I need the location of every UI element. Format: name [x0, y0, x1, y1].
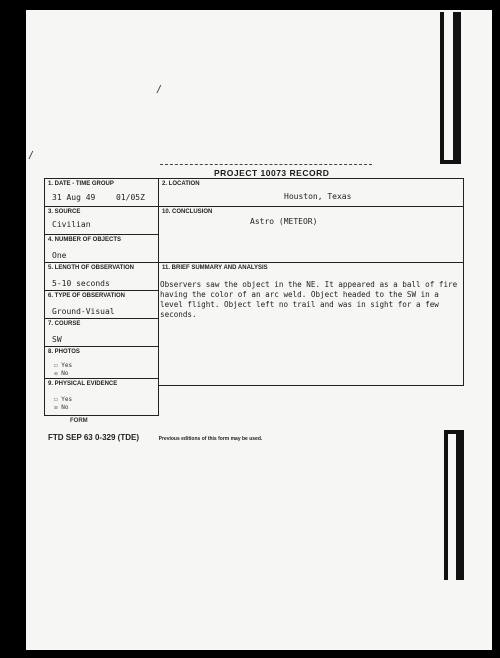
row-divider — [44, 206, 464, 207]
evidence-yes-checkbox: ☐ Yes — [54, 396, 73, 403]
location-label: 2. LOCATION — [162, 181, 200, 187]
course-value: SW — [52, 335, 62, 344]
date-time-label: 1. DATE - TIME GROUP — [48, 181, 114, 187]
date-value: 31 Aug 49 — [52, 193, 96, 202]
number-of-objects-value: One — [52, 251, 67, 260]
physical-evidence-label: 9. PHYSICAL EVIDENCE — [48, 381, 118, 387]
film-edge-bar — [444, 430, 448, 580]
number-of-objects-label: 4. NUMBER OF OBJECTS — [48, 237, 122, 243]
type-of-observation-value: Ground-Visual — [52, 307, 115, 316]
film-edge-bar — [440, 12, 444, 164]
conclusion-value: Astro (METEOR) — [250, 217, 318, 226]
form-border — [44, 415, 158, 416]
length-of-observation-value: 5-10 seconds — [52, 279, 110, 288]
conclusion-label: 10. CONCLUSION — [162, 209, 213, 215]
film-edge-bar — [444, 430, 464, 434]
row-divider — [44, 378, 159, 379]
type-of-observation-label: 6. TYPE OF OBSERVATION — [48, 293, 126, 299]
summary-text: Observers saw the object in the NE. It appeared as a ball of fire having the color of an arc weld. Object headed to the SW in a level flight. Object left no trail and was in sight for a few seconds. — [160, 280, 458, 319]
title-rule — [160, 164, 372, 165]
photos-yes-checkbox: ☐ Yes — [54, 362, 73, 369]
form-note: Previous editions of this form may be used. — [158, 436, 263, 442]
row-divider — [44, 346, 159, 347]
scan-mark: / — [28, 150, 35, 161]
form-border — [44, 178, 464, 179]
record-form — [44, 178, 464, 416]
form-border — [158, 385, 464, 386]
row-divider — [44, 318, 159, 319]
form-code: FTD SEP 63 0-329 (TDE) — [48, 433, 139, 442]
form-border — [463, 178, 464, 386]
form-word: FORM — [70, 418, 88, 424]
page-title: PROJECT 10073 RECORD — [214, 168, 330, 178]
photos-label: 8. PHOTOS — [48, 349, 80, 355]
source-label: 3. SOURCE — [48, 209, 81, 215]
length-of-observation-label: 5. LENGTH OF OBSERVATION — [48, 265, 135, 271]
scan-mark: / — [156, 84, 163, 95]
row-divider — [44, 262, 464, 263]
source-value: Civilian — [52, 220, 91, 229]
course-label: 7. COURSE — [48, 321, 81, 327]
film-edge-bar — [456, 430, 464, 580]
form-border — [158, 178, 159, 416]
form-footer — [48, 425, 262, 444]
row-divider — [44, 290, 159, 291]
summary-label: 11. BRIEF SUMMARY AND ANALYSIS — [162, 265, 268, 271]
film-edge-bar — [453, 12, 461, 164]
location-value: Houston, Texas — [284, 192, 352, 201]
evidence-no-checkbox: ☒ No — [54, 404, 69, 411]
row-divider — [44, 234, 159, 235]
photos-no-checkbox: ☒ No — [54, 370, 69, 377]
form-border — [44, 178, 45, 416]
time-value: 01/05Z — [116, 193, 145, 202]
film-edge-bar — [440, 160, 461, 164]
